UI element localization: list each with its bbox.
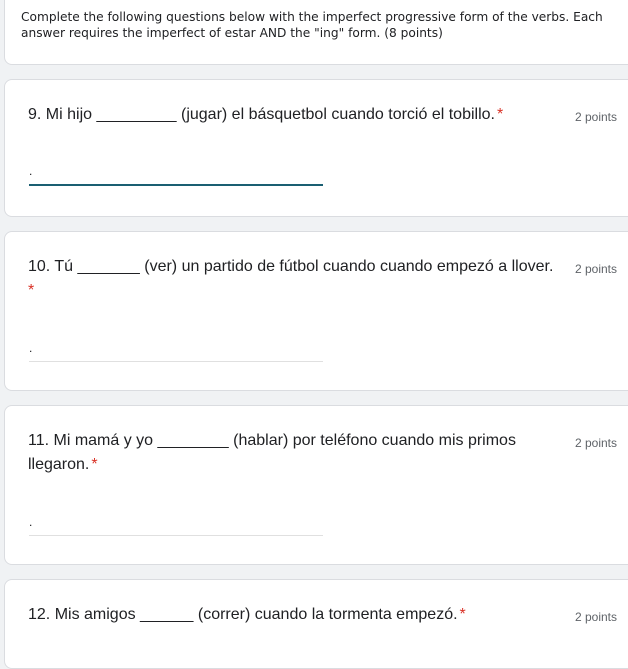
question-title <box>28 429 568 477</box>
answer-input-11[interactable] <box>29 511 323 536</box>
required-asterisk: * <box>28 282 35 299</box>
question-points: 2 points <box>574 110 617 124</box>
question-card-9 <box>4 79 628 217</box>
question-text: 10. Tú _______ (ver) un partido de fútbol cuando cuando empezó a llover. <box>28 258 554 275</box>
question-points: 2 points <box>574 610 617 624</box>
question-title <box>28 255 568 303</box>
required-asterisk: * <box>496 106 504 123</box>
required-asterisk: * <box>91 456 98 473</box>
form-description: Complete the following questions below with the imperfect progressive form of the verbs. Each answer requires the imperfect of estar AND the "ing" form. (8 points) <box>21 10 603 40</box>
question-card-10 <box>4 231 628 391</box>
question-text: 11. Mi mamá y yo ________ (hablar) por teléfono cuando mis primos llegaron. <box>28 432 516 473</box>
answer-input-9[interactable] <box>29 160 323 186</box>
question-card-12 <box>4 579 628 669</box>
question-points: 2 points <box>574 262 617 276</box>
question-title <box>28 103 568 127</box>
question-title <box>28 603 568 627</box>
required-asterisk: * <box>459 606 466 623</box>
question-points: 2 points <box>574 436 617 450</box>
question-text: 12. Mis amigos ______ (correr) cuando la tormenta empezó. <box>28 606 458 623</box>
form-description-card <box>4 0 628 65</box>
question-card-11 <box>4 405 628 565</box>
answer-input-10[interactable] <box>29 337 323 362</box>
question-text: 9. Mi hijo _________ (jugar) el básquetbol cuando torció el tobillo. <box>28 106 495 123</box>
